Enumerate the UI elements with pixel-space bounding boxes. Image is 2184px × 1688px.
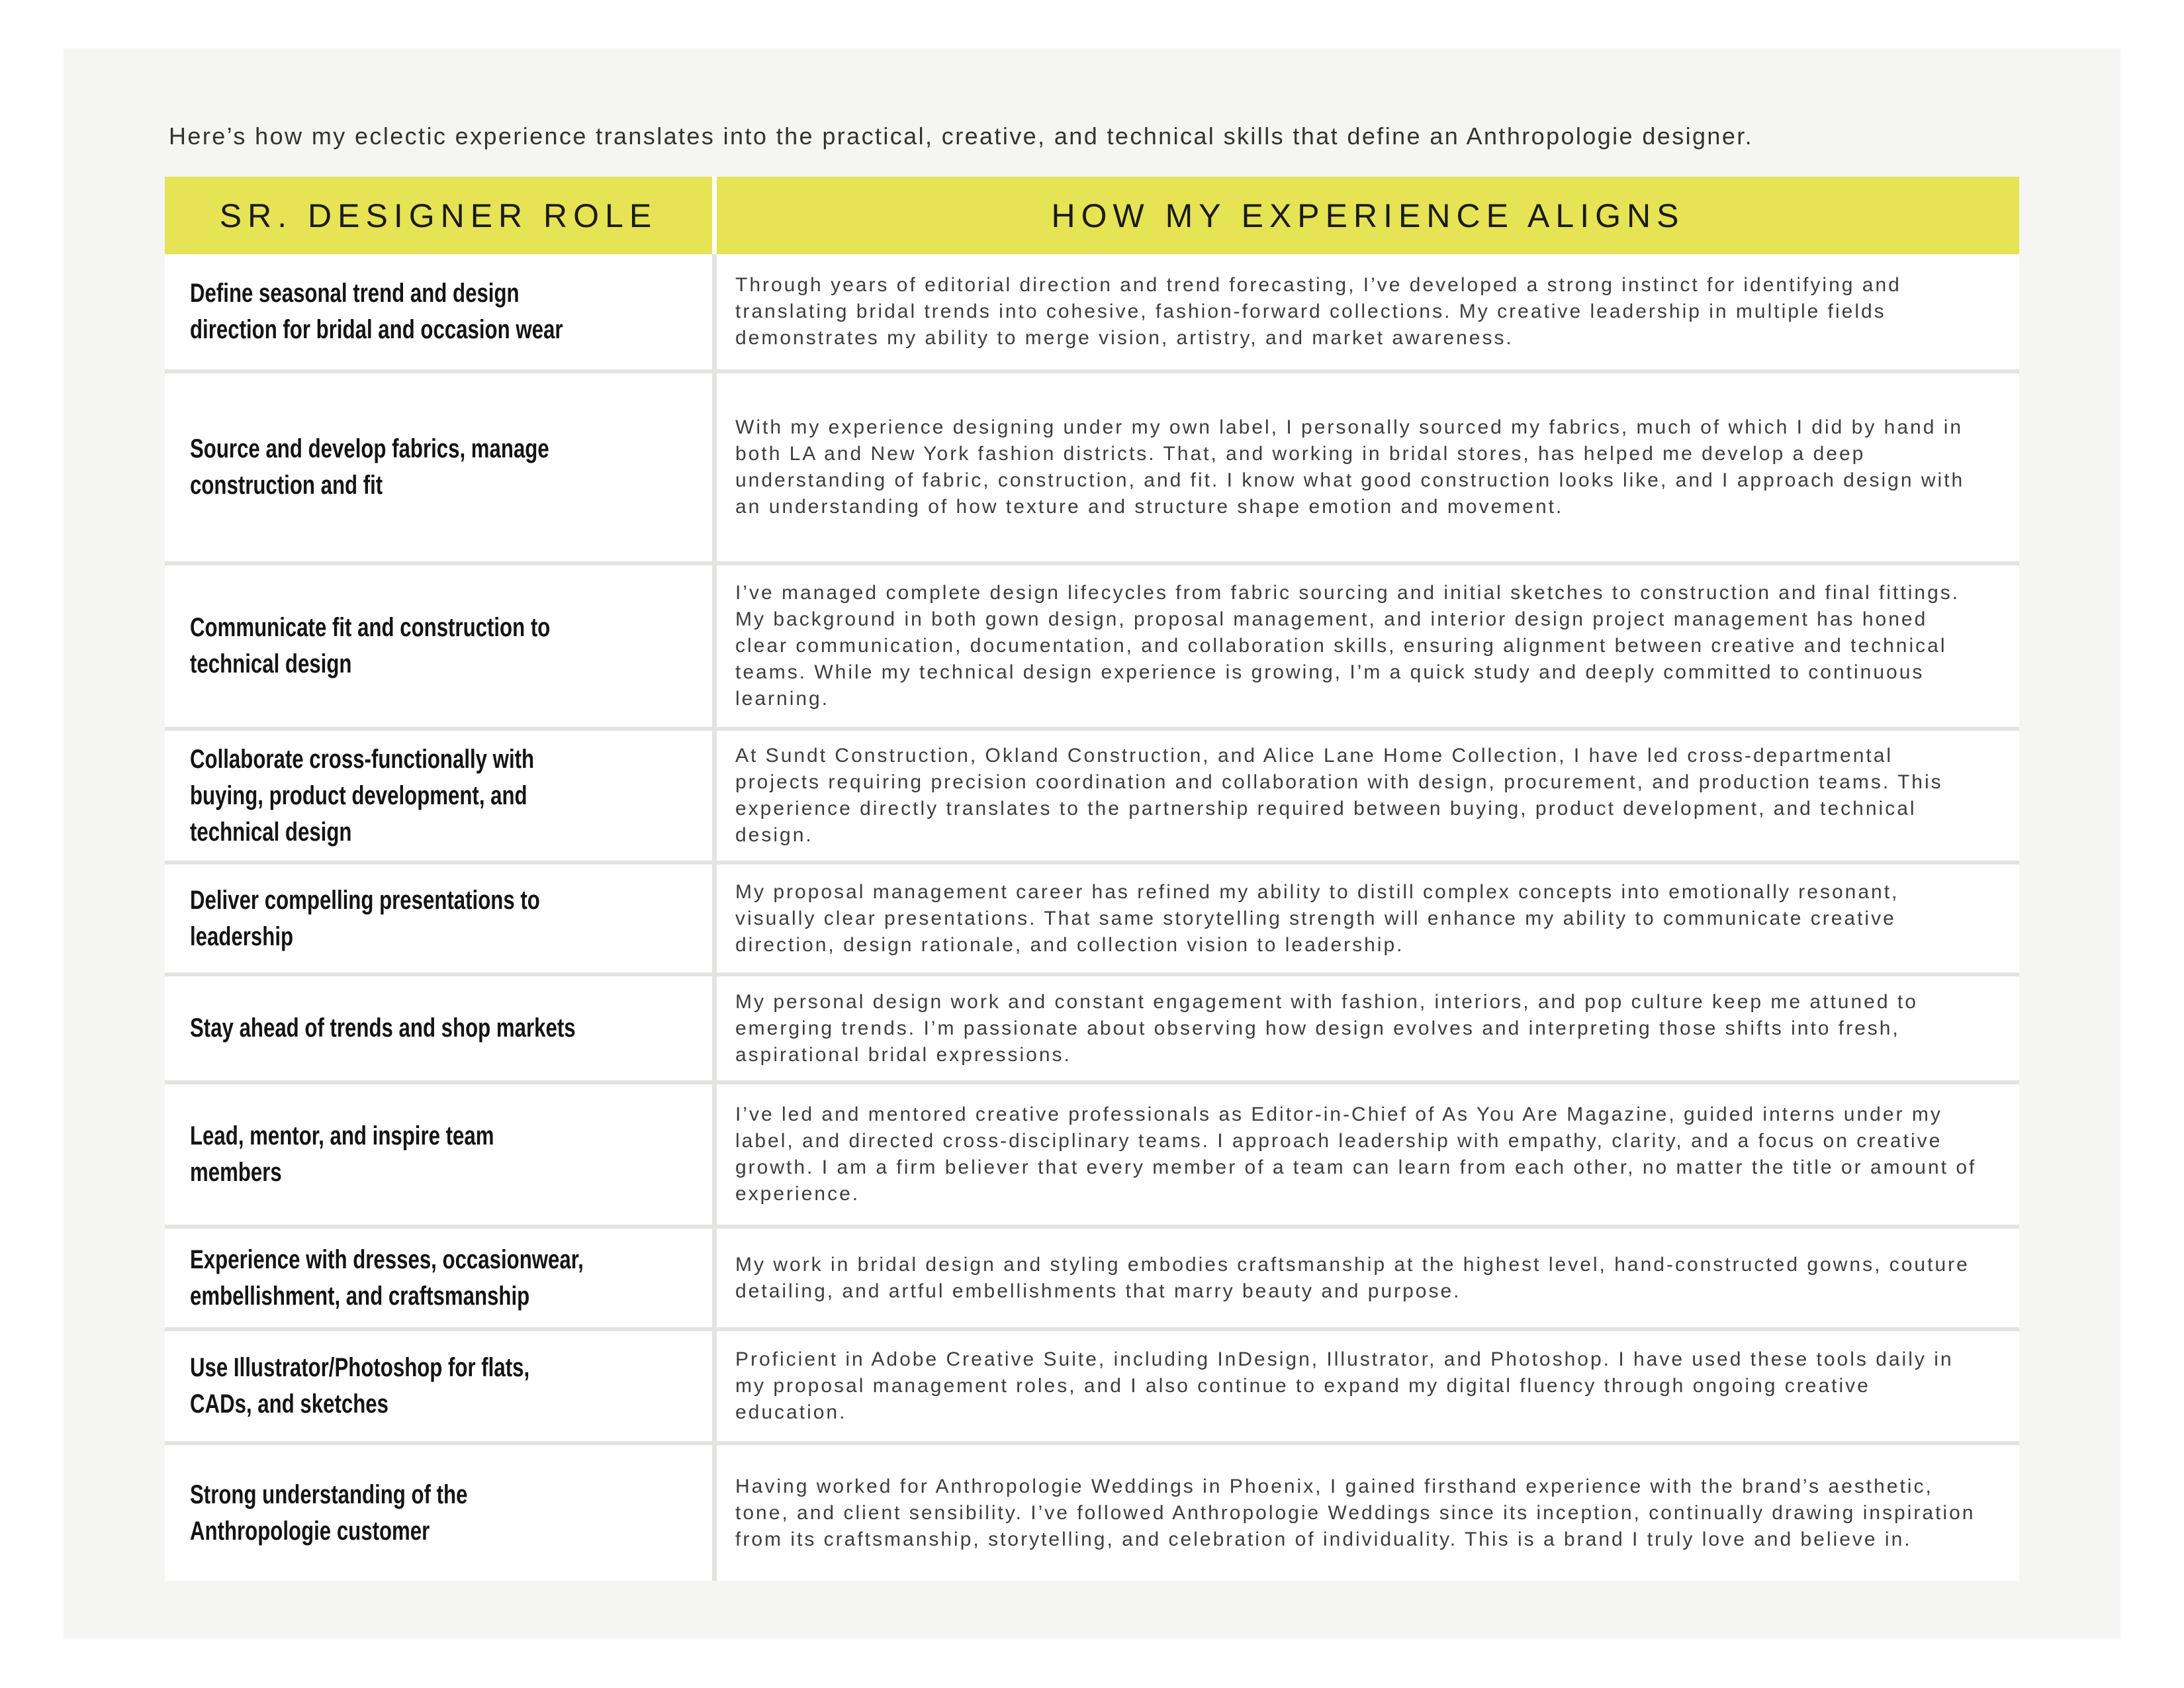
skills-table [165,177,2019,1581]
table-row [165,565,2019,731]
role-cell [165,373,712,561]
resume-skills-card [64,48,2120,1638]
role-cell [165,254,712,369]
alignment-cell [717,1331,2019,1441]
column-divider [712,254,717,369]
table-row [165,976,2019,1084]
alignment-text: Having worked for Anthropologie Weddings in Phoenix, I gained firsthand experience with the brand’s aesthetic, tone, and client sensibility. I’ve followed Anthropologie Weddings since its inception, continually drawing inspiration from its craftsmanship, storytelling, and celebration of individuality. This is a brand I truly love and believe in. [735,1475,1976,1550]
alignment-cell [717,254,2019,369]
header-column-gap [712,177,717,254]
role-text: Experience with dresses, occasionwear, embellishment, and craftsmanship [190,1244,584,1311]
column-divider [712,1229,717,1327]
role-cell [165,1229,712,1327]
role-text: Communicate fit and construction to technical design [190,613,551,679]
table-body [165,254,2019,1581]
alignment-cell [717,976,2019,1080]
role-cell [165,565,712,727]
table-row [165,1084,2019,1229]
alignment-cell [717,1229,2019,1327]
intro-text: Here’s how my eclectic experience translates into the practical, creative, and technical skills that define an Anthropologie designer. [169,122,1754,150]
column-divider [712,976,717,1080]
alignment-text: With my experience designing under my own label, I personally sourced my fabrics, much of which I did by hand in both LA and New York fashion districts. That, and working in bridal stores, has helped me develop a deep understanding of fabric, construction, and fit. I know what good construction looks like, and I approach design with an understanding of how texture and structure shape emotion and movement. [735,416,1965,518]
alignment-text: My work in bridal design and styling embodies craftsmanship at the highest level, hand-constructed gowns, couture detailing, and artful embellishments that marry beauty and purpose. [735,1253,1970,1302]
table-row [165,865,2019,976]
alignment-cell [717,1084,2019,1225]
alignment-text: Proficient in Adobe Creative Suite, including InDesign, Illustrator, and Photoshop. I have used these tools daily in my proposal management roles, and I also continue to expand my digital fluency through ongoing creative education. [735,1348,1954,1423]
table-row [165,254,2019,373]
alignment-cell [717,1445,2019,1581]
role-cell [165,1084,712,1225]
role-text: Lead, mentor, and inspire team members [190,1121,494,1187]
role-cell [165,1445,712,1581]
table-header-row [165,177,2019,254]
alignment-cell [717,565,2019,727]
alignment-text: At Sundt Construction, Okland Construction, and Alice Lane Home Collection, I have led cross-departmental projects requiring precision coordination and collaboration with design, procurement, and production teams. This experience directly translates to the partnership required between buying, product development, and technical design. [735,745,1943,846]
table-row [165,1445,2019,1581]
role-text: Collaborate cross-functionally with buying, product development, and technical design [190,744,535,847]
table-row [165,1331,2019,1445]
role-text: Define seasonal trend and design direction for bridal and occasion wear [190,279,563,344]
alignment-cell [717,373,2019,561]
column-header-alignment: HOW MY EXPERIENCE ALIGNS [717,177,2019,254]
role-text: Strong understanding of the Anthropologie customer [190,1479,468,1546]
alignment-text: My personal design work and constant engagement with fashion, interiors, and pop culture keep me attuned to emerging trends. I’m passionate about observing how design evolves and interpreting those shifts into fresh, aspirational bridal expressions. [735,990,1918,1066]
role-text: Source and develop fabrics, manage construction and fit [190,434,549,500]
table-row [165,731,2019,865]
alignment-text: Through years of editorial direction and trend forecasting, I’ve developed a strong instinct for identifying and translating bridal trends into cohesive, fashion-forward collections. My creative leadership in multiple fields demonstrates my ability to merge vision, artistry, and market awareness. [735,274,1901,349]
column-divider [712,1445,717,1581]
role-text: Stay ahead of trends and shop markets [190,1013,576,1043]
role-text: Deliver compelling presentations to leadership [190,885,540,951]
alignment-text: My proposal management career has refined my ability to distill complex concepts into emotionally resonant, visually clear presentations. That same storytelling strength will enhance my ability to communicate creative direction, design rationale, and collection vision to leadership. [735,880,1899,956]
role-text: Use Illustrator/Photoshop for flats, CADs, and sketches [190,1353,530,1419]
role-cell [165,731,712,861]
column-divider [712,1331,717,1441]
column-divider [712,373,717,561]
alignment-cell [717,865,2019,972]
alignment-text: I’ve led and mentored creative professionals as Editor-in-Chief of As You Are Magazine, guided interns under my label, and directed cross-disciplinary teams. I approach leadership with empathy, clarity, and a focus on creative growth. I am a firm believer that every member of a team can learn from each other, no matter the title or amount of experience. [735,1103,1977,1205]
role-cell [165,1331,712,1441]
alignment-text: I’ve managed complete design lifecycles from fabric sourcing and initial sketches to construction and final fittings. My background in both gown design, proposal management, and interior design project management has honed clear communication, documentation, and collaboration skills, ensuring alignment between creative and technical teams. While my technical design experience is growing, I’m a quick study and deeply committed to continuous learning. [735,582,1960,710]
column-divider [712,731,717,861]
role-cell [165,976,712,1080]
column-divider [712,865,717,972]
table-row [165,1229,2019,1331]
column-divider [712,565,717,727]
column-divider [712,1084,717,1225]
alignment-cell [717,731,2019,861]
role-cell [165,865,712,972]
column-header-role: SR. DESIGNER ROLE [165,177,712,254]
table-row [165,373,2019,565]
